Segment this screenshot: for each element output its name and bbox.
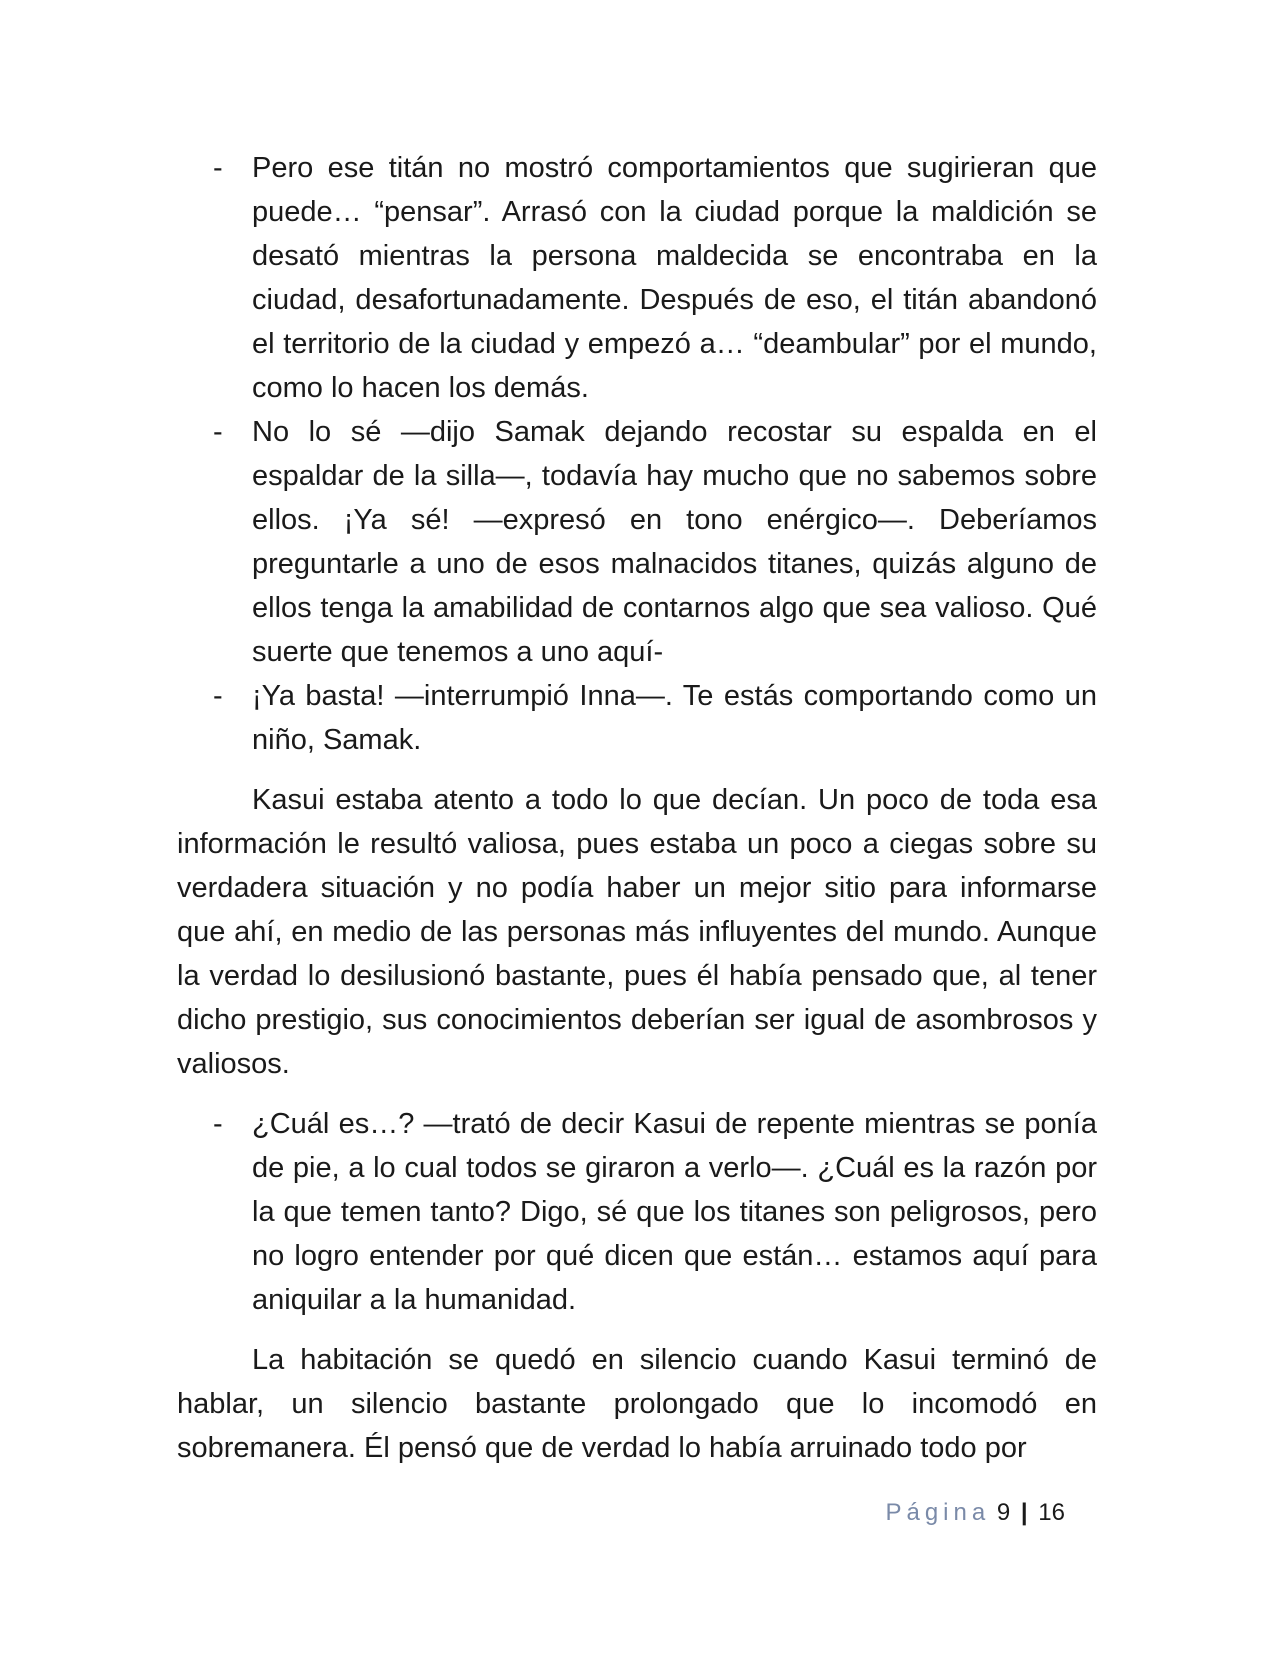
page-footer <box>885 1498 1065 1528</box>
dialogue-dash: - <box>213 416 223 448</box>
dialogue-line <box>177 146 1097 410</box>
page-content <box>177 146 1097 1486</box>
dialogue-text: ¿Cuál es…? —trató de decir Kasui de repente mientras se ponía de pie, a lo cual todos se giraron a verlo—. ¿Cuál es la razón por la que temen tanto? Digo, sé que los titanes son peligrosos, pero no logro entender por qué dicen que están… estamos aquí para aniquilar a la humanidad. <box>252 1108 1097 1316</box>
dialogue-group-2 <box>177 1102 1097 1322</box>
dialogue-text: ¡Ya basta! —interrumpió Inna—. Te estás comportando como un niño, Samak. <box>252 680 1097 756</box>
page-total: 16 <box>1038 1499 1065 1526</box>
dialogue-group-1 <box>177 146 1097 762</box>
narrative-paragraph: La habitación se quedó en silencio cuando Kasui terminó de hablar, un silencio bastante prolongado que lo incomodó en sobremanera. Él pensó que de verdad lo había arruinado todo por <box>177 1344 1097 1464</box>
dialogue-line <box>177 1102 1097 1322</box>
dialogue-line <box>177 410 1097 674</box>
dialogue-dash: - <box>213 680 223 712</box>
dialogue-line <box>177 674 1097 762</box>
dialogue-dash: - <box>213 152 223 184</box>
narrative-paragraph: Kasui estaba atento a todo lo que decían. Un poco de toda esa información le resultó valiosa, pues estaba un poco a ciegas sobre su verdadera situación y no podía haber un mejor sitio para informarse que ahí, en medio de las personas más influyentes del mundo. Aunque la verdad lo desilusionó bastante, pues él había pensado que, al tener dicho prestigio, sus conocimientos deberían ser igual de asombrosos y valiosos. <box>177 784 1097 1080</box>
page-label: Página <box>885 1499 991 1526</box>
dialogue-text: No lo sé —dijo Samak dejando recostar su espalda en el espaldar de la silla—, todavía hay mucho que no sabemos sobre ellos. ¡Ya sé! —expresó en tono enérgico—. Deberíamos preguntarle a uno de esos malnacidos titanes, quizás alguno de ellos tenga la amabilidad de contarnos algo que sea valioso. Qué suerte que tenemos a uno aquí- <box>252 416 1097 668</box>
dialogue-dash: - <box>213 1108 223 1140</box>
page-separator: | <box>1020 1499 1028 1526</box>
page-number: 9 <box>996 1499 1011 1526</box>
dialogue-text: Pero ese titán no mostró comportamientos que sugirieran que puede… “pensar”. Arrasó con la ciudad porque la maldición se desató mientras la persona maldecida se encontraba en la ciudad, desafortunadamente. Después de eso, el titán abandonó el territorio de la ciudad y empezó a… “deambular” por el mundo, como lo hacen los demás. <box>252 152 1097 404</box>
